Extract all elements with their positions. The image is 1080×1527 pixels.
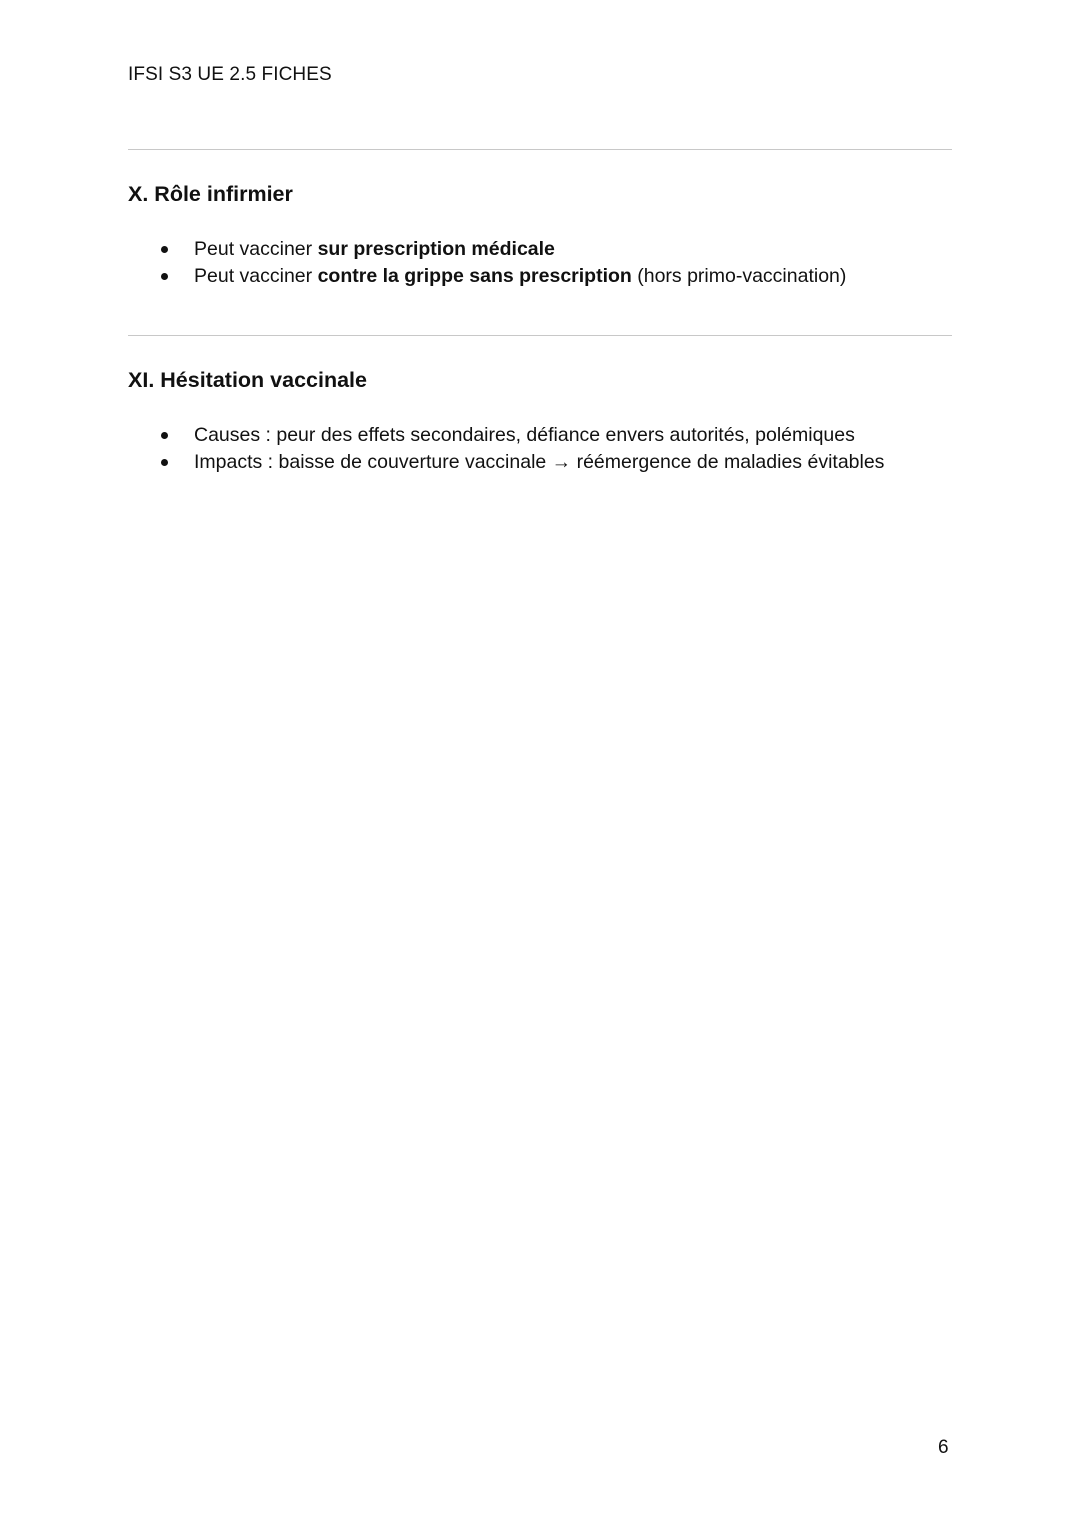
divider <box>128 149 952 150</box>
item-bold-text: sur prescription médicale <box>317 238 555 260</box>
bullet-icon <box>161 459 168 466</box>
bullet-list-role-infirmier <box>128 236 846 290</box>
bullet-list-hesitation-vaccinale <box>128 422 884 476</box>
bullet-icon <box>161 432 168 439</box>
list-item <box>128 449 884 476</box>
divider <box>128 335 952 336</box>
page-header: IFSI S3 UE 2.5 FICHES <box>128 64 332 85</box>
item-bold-text: contre la grippe sans prescription <box>317 265 632 287</box>
item-text: Causes : peur des effets secondaires, défiance envers autorités, polémiques <box>194 424 855 446</box>
bullet-icon <box>161 246 168 253</box>
item-text-suffix: (hors primo-vaccination) <box>631 265 847 287</box>
list-item <box>128 263 846 290</box>
item-text: Impacts : baisse de couverture vaccinale → réémergence de maladies évitables <box>194 451 885 473</box>
section-title-role-infirmier: X. Rôle infirmier <box>128 182 293 206</box>
list-item <box>128 236 846 263</box>
item-text: Peut vacciner <box>194 265 318 287</box>
page-number: 6 <box>938 1437 949 1458</box>
item-text: Peut vacciner <box>194 238 318 260</box>
section-title-hesitation-vaccinale: XI. Hésitation vaccinale <box>128 368 367 392</box>
bullet-icon <box>161 273 168 280</box>
list-item <box>128 422 884 449</box>
